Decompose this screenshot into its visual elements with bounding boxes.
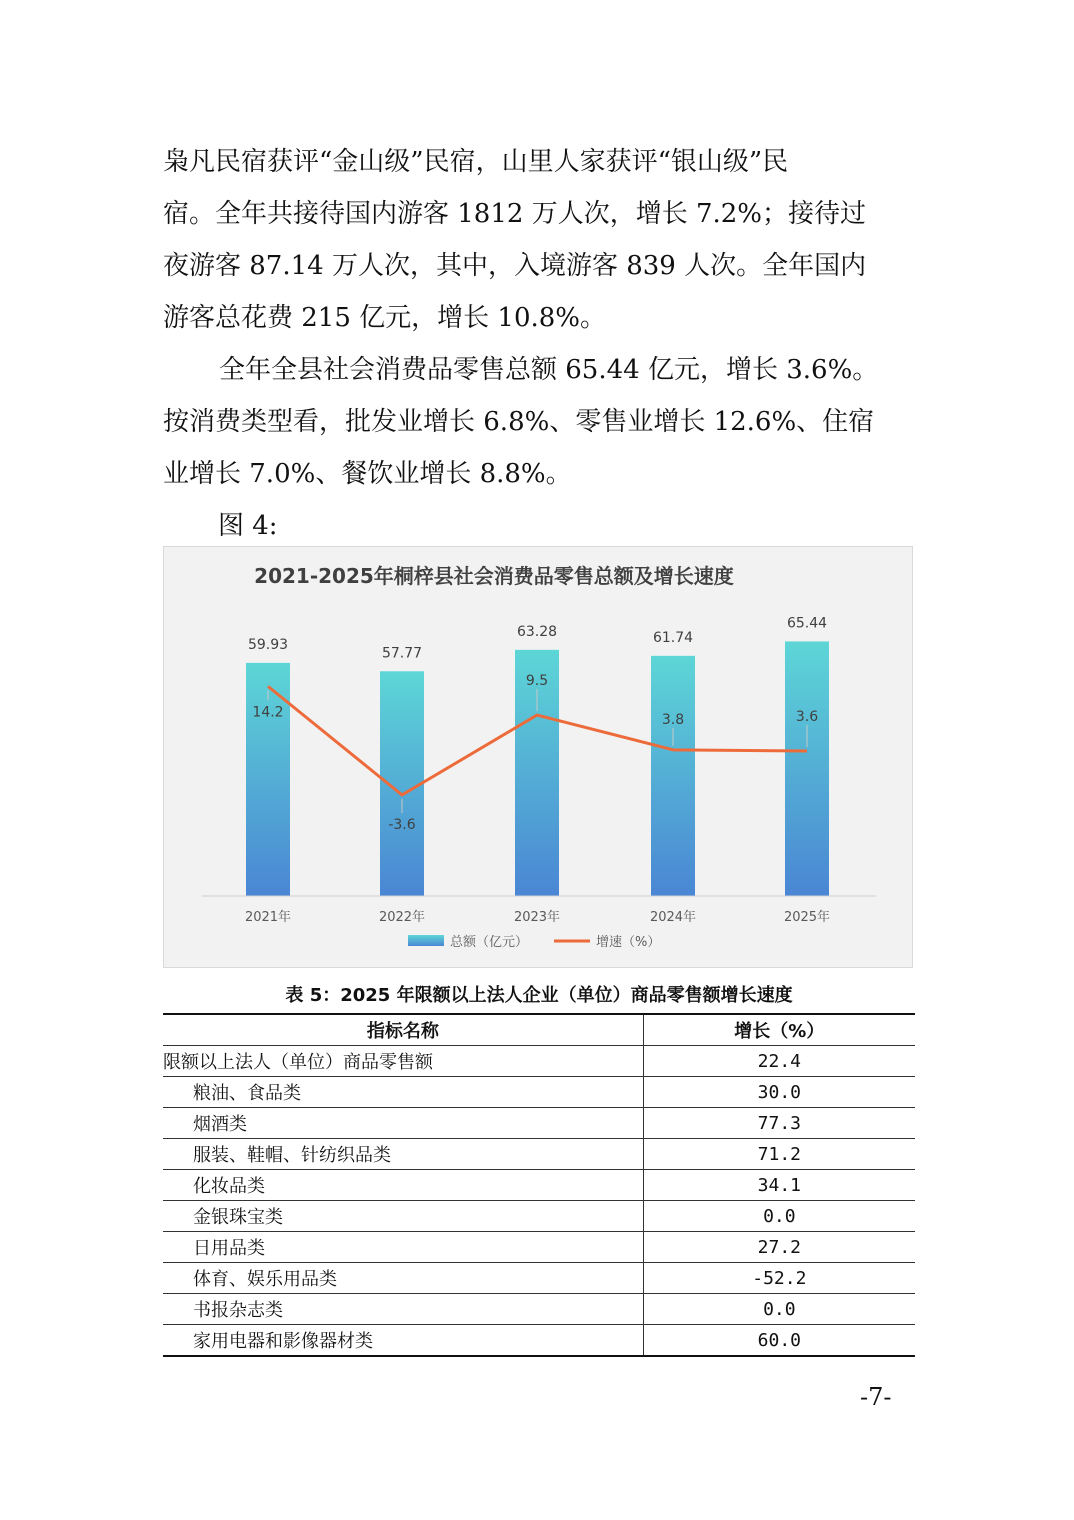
row-growth-value: 34.1: [643, 1170, 915, 1201]
chart-svg: [164, 547, 914, 969]
legend-bar-swatch: [408, 935, 444, 946]
row-growth-value: 77.3: [643, 1108, 915, 1139]
table-title: 表 5：2025 年限额以上法人企业（单位）商品零售额增长速度: [285, 985, 793, 1006]
bar-value-label: 59.93: [247, 636, 289, 653]
retail-chart: [163, 546, 913, 968]
bar-value-label: 61.74: [652, 629, 694, 646]
growth-value-label: 9.5: [525, 673, 549, 690]
growth-value-label: 3.8: [661, 711, 685, 728]
retail-growth-table: [163, 1013, 915, 1357]
table-row: [163, 1325, 915, 1357]
row-growth-value: 60.0: [643, 1325, 915, 1357]
text-line: 全年全县社会消费品零售总额 65.44 亿元，增长 3.6%。: [219, 355, 879, 385]
row-growth-value: -52.2: [643, 1263, 915, 1294]
row-indicator-name: 体育、娱乐用品类: [163, 1263, 643, 1294]
chart-title: 2021-2025年桐梓县社会消费品零售总额及增长速度: [254, 564, 734, 588]
paragraph-retail: [163, 344, 913, 500]
bar-value-label: 63.28: [516, 623, 558, 640]
table-row: [163, 1077, 915, 1108]
row-growth-value: 71.2: [643, 1139, 915, 1170]
row-indicator-name: 日用品类: [163, 1232, 643, 1263]
text-line: 游客总花费 215 亿元，增长 10.8%。: [163, 303, 607, 333]
table-row: [163, 1170, 915, 1201]
bar-value-label: 57.77: [381, 645, 423, 662]
bar-value-label: 65.44: [786, 615, 828, 632]
table-row: [163, 1263, 915, 1294]
table-row: [163, 1232, 915, 1263]
row-indicator-name: 粮油、食品类: [163, 1077, 643, 1108]
text-line: 宿。全年共接待国内游客 1812 万人次，增长 7.2%；接待过: [163, 199, 867, 229]
paragraph-tourism: [163, 136, 913, 344]
page-number: -7-: [860, 1383, 892, 1411]
growth-value-label: 3.6: [795, 709, 819, 726]
row-growth-value: 0.0: [643, 1294, 915, 1325]
row-indicator-name: 金银珠宝类: [163, 1201, 643, 1232]
row-growth-value: 27.2: [643, 1232, 915, 1263]
x-tick-label: 2023年: [513, 910, 561, 925]
text-line: 业增长 7.0%、餐饮业增长 8.8%。: [163, 459, 572, 489]
row-indicator-name: 烟酒类: [163, 1108, 643, 1139]
row-growth-value: 22.4: [643, 1046, 915, 1077]
x-tick-label: 2025年: [783, 910, 831, 925]
bar-2025年: [785, 641, 829, 896]
text-line: 按消费类型看，批发业增长 6.8%、零售业增长 12.6%、住宿: [163, 407, 875, 437]
legend-line-label: 增速（%）: [596, 935, 661, 950]
x-tick-label: 2021年: [244, 910, 292, 925]
chart-legend: [408, 934, 660, 950]
table-row: [163, 1139, 915, 1170]
row-indicator-name: 服装、鞋帽、针纺织品类: [163, 1139, 643, 1170]
table-row: [163, 1046, 915, 1077]
table-row: [163, 1201, 915, 1232]
table-row: [163, 1294, 915, 1325]
header-growth: 增长（%）: [643, 1014, 915, 1046]
table-header-row: [163, 1014, 915, 1046]
row-indicator-name: 家用电器和影像器材类: [163, 1325, 643, 1357]
legend-bar-label: 总额（亿元）: [450, 935, 529, 950]
bar-2024年: [651, 656, 695, 896]
x-tick-label: 2024年: [649, 910, 697, 925]
x-tick-label: 2022年: [378, 910, 426, 925]
text-line: 夜游客 87.14 万人次，其中，入境游客 839 人次。全年国内: [163, 251, 867, 281]
text-line: 枭凡民宿获评“金山级”民宿，山里人家获评“银山级”民: [163, 147, 789, 177]
table-row: [163, 1108, 915, 1139]
row-indicator-name: 化妆品类: [163, 1170, 643, 1201]
growth-value-label: 14.2: [252, 704, 284, 721]
row-indicator-name: 限额以上法人（单位）商品零售额: [163, 1046, 643, 1077]
figure-label: 图 4:: [218, 511, 278, 541]
row-growth-value: 30.0: [643, 1077, 915, 1108]
row-growth-value: 0.0: [643, 1201, 915, 1232]
header-indicator: 指标名称: [163, 1014, 643, 1046]
growth-value-label: -3.6: [388, 816, 416, 833]
row-indicator-name: 书报杂志类: [163, 1294, 643, 1325]
